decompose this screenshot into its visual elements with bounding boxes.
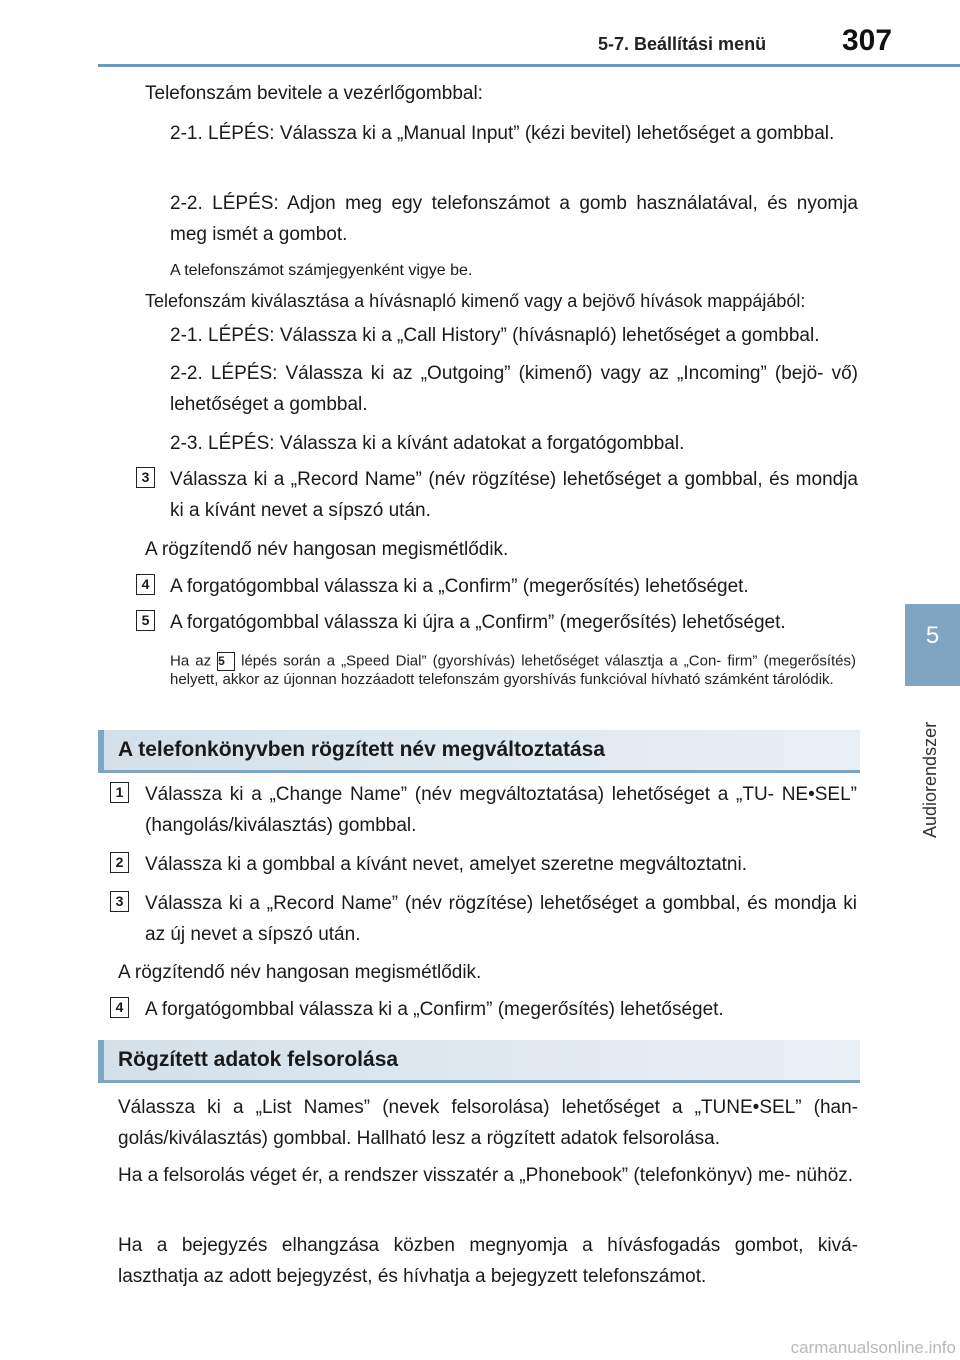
heading-text: A telefonkönyvben rögzített név megváltoztatása	[118, 738, 605, 761]
heading-accent-bar	[98, 730, 104, 773]
step-2-2-manual: 2-2. LÉPÉS: Adjon meg egy telefonszámot a gomb használatával, és nyomja meg ismét a gombot.	[170, 193, 858, 245]
step-2-3-history: 2-3. LÉPÉS: Válassza ki a kívánt adatokat a forgatógombbal.	[170, 433, 685, 454]
note-digits: A telefonszámot számjegyenként vigye be.	[170, 262, 473, 279]
chapter-number: 5	[925, 622, 940, 649]
step-number-box: 5	[136, 610, 155, 631]
step-number-box: 3	[136, 467, 155, 488]
change-name-step-1: Válassza ki a „Change Name” (név megváltoztatása) lehetőséget a „TU- NE•SEL” (hangolás/kiválasztás) gombbal.	[145, 784, 857, 836]
footnote-speed-dial	[170, 652, 856, 689]
change-name-step-2: Válassza ki a gombbal a kívánt nevet, amelyet szeretne megváltoztatni.	[145, 854, 747, 875]
step-2-1-manual: 2-1. LÉPÉS: Válassza ki a „Manual Input” (kézi bevitel) lehetőséget a gombbal.	[170, 123, 835, 144]
step-2-1-history: 2-1. LÉPÉS: Válassza ki a „Call History” (hívásnapló) lehetőséget a gombbal.	[170, 325, 820, 346]
step-4-confirm: A forgatógombbal válassza ki a „Confirm” (megerősítés) lehetőséget.	[170, 576, 749, 597]
inline-step-box: 5	[217, 652, 235, 671]
page-number: 307	[842, 24, 893, 57]
step-number-box: 4	[110, 997, 129, 1018]
section-heading-list-names	[98, 1040, 860, 1083]
step-5-confirm: A forgatógombbal válassza ki újra a „Confirm” (megerősítés) lehetőséget.	[170, 612, 786, 633]
intro-text: Telefonszám bevitele a vezérlőgombbal:	[145, 83, 483, 104]
list-names-para-2: Ha a felsorolás véget ér, a rendszer visszatér a „Phonebook” (telefonkönyv) me- nühöz.	[118, 1165, 854, 1186]
chapter-label-text: Audiorendszer	[920, 721, 940, 838]
change-name-step-4: A forgatógombbal válassza ki a „Confirm” (megerősítés) lehetőséget.	[145, 999, 724, 1020]
intro-text-2: Telefonszám kiválasztása a hívásnapló kimenő vagy a bejövő hívások mappájából:	[145, 291, 806, 311]
repeat-note-2: A rögzítendő név hangosan megismétlődik.	[118, 962, 482, 983]
step-number-box: 3	[110, 891, 129, 912]
step-3-record-name: Válassza ki a „Record Name” (név rögzítése) lehetőséget a gombbal, és mondja ki a kívánt nevet a sípszó után.	[170, 469, 858, 521]
section-title: 5-7. Beállítási menü	[598, 34, 767, 54]
footnote-suffix: lépés során a „Speed Dial” (gyorshívás) lehetőséget választja a „Con- firm” (megerősítés) helyett, akkor az újonnan hozzáadott telefonszám gyorshívás funkcióval hívható számként tárolódik.	[170, 652, 856, 688]
watermark: carmanualsonline.info	[790, 1338, 956, 1357]
change-name-step-3: Válassza ki a „Record Name” (név rögzítése) lehetőséget a gombbal, és mondja ki az új nevet a sípszó után.	[145, 893, 857, 945]
step-number-box: 1	[110, 782, 129, 803]
chapter-label	[916, 698, 946, 848]
step-number-box: 2	[110, 852, 129, 873]
repeat-note: A rögzítendő név hangosan megismétlődik.	[145, 539, 509, 560]
heading-accent-bar	[98, 1040, 104, 1083]
section-heading-change-name	[98, 730, 860, 773]
header-rule	[98, 64, 960, 67]
footnote-prefix: Ha az	[170, 652, 212, 670]
list-names-para-3: Ha a bejegyzés elhangzása közben megnyomja a hívásfogadás gombot, kivá- laszthatja az adott bejegyzést, és hívhatja a bejegyzett telefonszámot.	[118, 1235, 858, 1287]
heading-text: Rögzített adatok felsorolása	[118, 1048, 399, 1071]
step-number-box: 4	[136, 574, 155, 595]
list-names-para-1: Válassza ki a „List Names” (nevek felsorolása) lehetőséget a „TUNE•SEL” (han- golás/kiválasztás) gombbal. Hallható lesz a rögzített adatok felsorolása.	[118, 1097, 858, 1149]
step-2-2-history: 2-2. LÉPÉS: Válassza ki az „Outgoing” (kimenő) vagy az „Incoming” (bejö- vő) lehetőséget a gombbal.	[170, 363, 858, 415]
